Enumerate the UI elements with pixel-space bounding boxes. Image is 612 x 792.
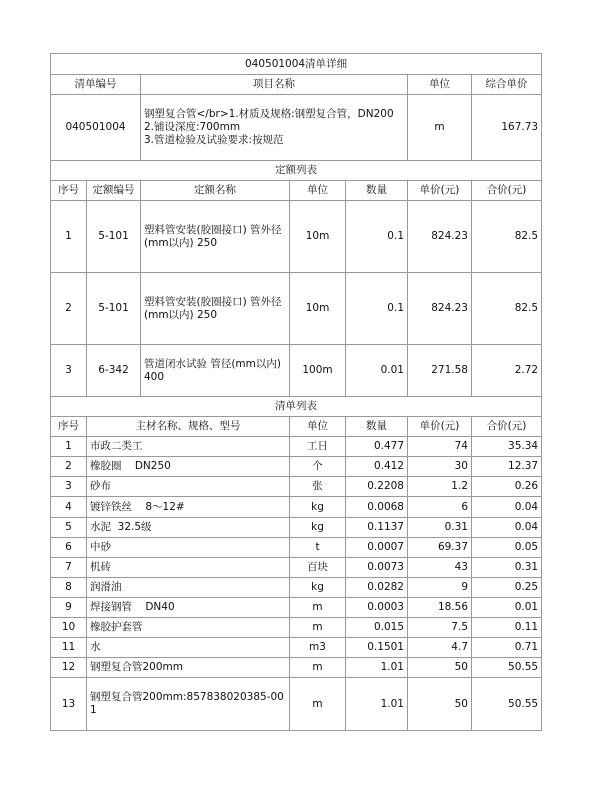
quota-section-title: 定额列表 — [51, 161, 542, 181]
quota-col-qty: 数量 — [346, 181, 408, 201]
quota-name: 塑料管安装(胶圈接口) 管外径(mm以内) 250 — [141, 273, 290, 345]
quota-total: 82.5 — [472, 273, 542, 345]
mat-unit: 个 — [290, 457, 346, 477]
material-row — [51, 477, 542, 497]
mat-no: 8 — [51, 578, 87, 598]
mat-qty: 0.412 — [346, 457, 408, 477]
material-row — [51, 638, 542, 658]
mat-name: 钢塑复合管200mm — [87, 658, 290, 678]
quota-price: 271.58 — [408, 345, 472, 397]
mat-no: 12 — [51, 658, 87, 678]
mat-name: 润滑油 — [87, 578, 290, 598]
material-row — [51, 658, 542, 678]
header-price: 综合单价 — [472, 75, 542, 95]
mat-total: 0.31 — [472, 558, 542, 578]
quota-section-row — [51, 161, 542, 181]
mat-total: 0.01 — [472, 598, 542, 618]
bill-detail-table — [50, 53, 542, 731]
mat-qty: 0.2208 — [346, 477, 408, 497]
mat-price: 50 — [408, 658, 472, 678]
header-unit: 单位 — [408, 75, 472, 95]
mat-no: 11 — [51, 638, 87, 658]
mat-price: 30 — [408, 457, 472, 477]
quota-col-unit: 单位 — [290, 181, 346, 201]
quota-price: 824.23 — [408, 273, 472, 345]
mat-unit: kg — [290, 497, 346, 518]
mat-price: 9 — [408, 578, 472, 598]
quota-no: 3 — [51, 345, 87, 397]
quota-qty: 0.1 — [346, 273, 408, 345]
mat-unit: kg — [290, 578, 346, 598]
mat-price: 74 — [408, 437, 472, 457]
quota-qty: 0.01 — [346, 345, 408, 397]
quota-name: 塑料管安装(胶圈接口) 管外径(mm以内) 250 — [141, 201, 290, 273]
quota-unit: 100m — [290, 345, 346, 397]
material-row — [51, 678, 542, 731]
table-title: 040501004清单详细 — [51, 54, 542, 75]
mat-qty: 0.0282 — [346, 578, 408, 598]
title-row — [51, 54, 542, 75]
quota-price: 824.23 — [408, 201, 472, 273]
mat-qty: 1.01 — [346, 658, 408, 678]
quota-row — [51, 345, 542, 397]
mat-qty: 0.1137 — [346, 518, 408, 538]
mat-unit: 张 — [290, 477, 346, 497]
materials-section-title: 清单列表 — [51, 397, 542, 417]
mat-price: 4.7 — [408, 638, 472, 658]
mat-total: 0.04 — [472, 518, 542, 538]
mat-name: 水 — [87, 638, 290, 658]
item-unit: m — [408, 95, 472, 161]
mat-total: 0.25 — [472, 578, 542, 598]
quota-unit: 10m — [290, 273, 346, 345]
mat-qty: 0.0068 — [346, 497, 408, 518]
mat-col-unit: 单位 — [290, 417, 346, 437]
mat-price: 0.31 — [408, 518, 472, 538]
mat-name: 水泥 32.5级 — [87, 518, 290, 538]
mat-unit: m3 — [290, 638, 346, 658]
quota-code: 5-101 — [87, 201, 141, 273]
quota-col-no: 序号 — [51, 181, 87, 201]
mat-name: 中砂 — [87, 538, 290, 558]
quota-col-code: 定额编号 — [87, 181, 141, 201]
material-row — [51, 598, 542, 618]
mat-no: 1 — [51, 437, 87, 457]
mat-unit: m — [290, 658, 346, 678]
mat-no: 10 — [51, 618, 87, 638]
quota-code: 6-342 — [87, 345, 141, 397]
mat-unit: m — [290, 618, 346, 638]
mat-price: 1.2 — [408, 477, 472, 497]
mat-price: 43 — [408, 558, 472, 578]
material-row — [51, 497, 542, 518]
quota-qty: 0.1 — [346, 201, 408, 273]
mat-no: 6 — [51, 538, 87, 558]
mat-no: 3 — [51, 477, 87, 497]
item-row — [51, 95, 542, 161]
mat-name: 机砖 — [87, 558, 290, 578]
mat-name: 砂布 — [87, 477, 290, 497]
quota-col-total: 合价(元) — [472, 181, 542, 201]
material-row — [51, 558, 542, 578]
mat-no: 5 — [51, 518, 87, 538]
mat-col-no: 序号 — [51, 417, 87, 437]
header-name: 项目名称 — [141, 75, 408, 95]
material-row — [51, 437, 542, 457]
header-code: 清单编号 — [51, 75, 141, 95]
mat-col-qty: 数量 — [346, 417, 408, 437]
mat-no: 4 — [51, 497, 87, 518]
mat-qty: 1.01 — [346, 678, 408, 731]
mat-name: 镀锌铁丝 8～12# — [87, 497, 290, 518]
mat-total: 35.34 — [472, 437, 542, 457]
mat-unit: kg — [290, 518, 346, 538]
mat-total: 0.26 — [472, 477, 542, 497]
mat-unit: 工日 — [290, 437, 346, 457]
mat-qty: 0.477 — [346, 437, 408, 457]
mat-unit: 百块 — [290, 558, 346, 578]
quota-col-name: 定额名称 — [141, 181, 290, 201]
mat-unit: m — [290, 678, 346, 731]
mat-qty: 0.0003 — [346, 598, 408, 618]
mat-qty: 0.1501 — [346, 638, 408, 658]
materials-header-row — [51, 417, 542, 437]
mat-col-price: 单价(元) — [408, 417, 472, 437]
mat-price: 7.5 — [408, 618, 472, 638]
quota-row — [51, 273, 542, 345]
quota-name: 管道闭水试验 管径(mm以内) 400 — [141, 345, 290, 397]
quota-col-price: 单价(元) — [408, 181, 472, 201]
material-row — [51, 618, 542, 638]
item-name: 钢塑复合管</br>1.材质及规格:钢塑复合管，DN200 2.铺设深度:700mm 3.管道检验及试验要求:按规范 — [141, 95, 408, 161]
mat-col-total: 合价(元) — [472, 417, 542, 437]
mat-no: 9 — [51, 598, 87, 618]
item-price: 167.73 — [472, 95, 542, 161]
mat-price: 6 — [408, 497, 472, 518]
mat-unit: m — [290, 598, 346, 618]
item-code: 040501004 — [51, 95, 141, 161]
mat-col-name: 主材名称、规格、型号 — [87, 417, 290, 437]
mat-total: 50.55 — [472, 678, 542, 731]
mat-unit: t — [290, 538, 346, 558]
quota-total: 2.72 — [472, 345, 542, 397]
mat-name: 钢塑复合管200mm:857838020385-001 — [87, 678, 290, 731]
mat-name: 橡胶护套管 — [87, 618, 290, 638]
mat-price: 69.37 — [408, 538, 472, 558]
mat-total: 12.37 — [472, 457, 542, 477]
quota-no: 1 — [51, 201, 87, 273]
quota-code: 5-101 — [87, 273, 141, 345]
mat-total: 0.11 — [472, 618, 542, 638]
material-row — [51, 457, 542, 477]
mat-qty: 0.0007 — [346, 538, 408, 558]
mat-total: 0.05 — [472, 538, 542, 558]
mat-total: 50.55 — [472, 658, 542, 678]
mat-name: 焊接钢管 DN40 — [87, 598, 290, 618]
mat-price: 18.56 — [408, 598, 472, 618]
quota-row — [51, 201, 542, 273]
mat-total: 0.71 — [472, 638, 542, 658]
mat-price: 50 — [408, 678, 472, 731]
quota-header-row — [51, 181, 542, 201]
material-row — [51, 578, 542, 598]
mat-no: 13 — [51, 678, 87, 731]
quota-total: 82.5 — [472, 201, 542, 273]
materials-section-row — [51, 397, 542, 417]
mat-qty: 0.0073 — [346, 558, 408, 578]
quota-unit: 10m — [290, 201, 346, 273]
item-header-row — [51, 75, 542, 95]
mat-name: 橡胶圈 DN250 — [87, 457, 290, 477]
mat-qty: 0.015 — [346, 618, 408, 638]
material-row — [51, 518, 542, 538]
mat-no: 7 — [51, 558, 87, 578]
mat-name: 市政二类工 — [87, 437, 290, 457]
mat-total: 0.04 — [472, 497, 542, 518]
quota-no: 2 — [51, 273, 87, 345]
material-row — [51, 538, 542, 558]
mat-no: 2 — [51, 457, 87, 477]
